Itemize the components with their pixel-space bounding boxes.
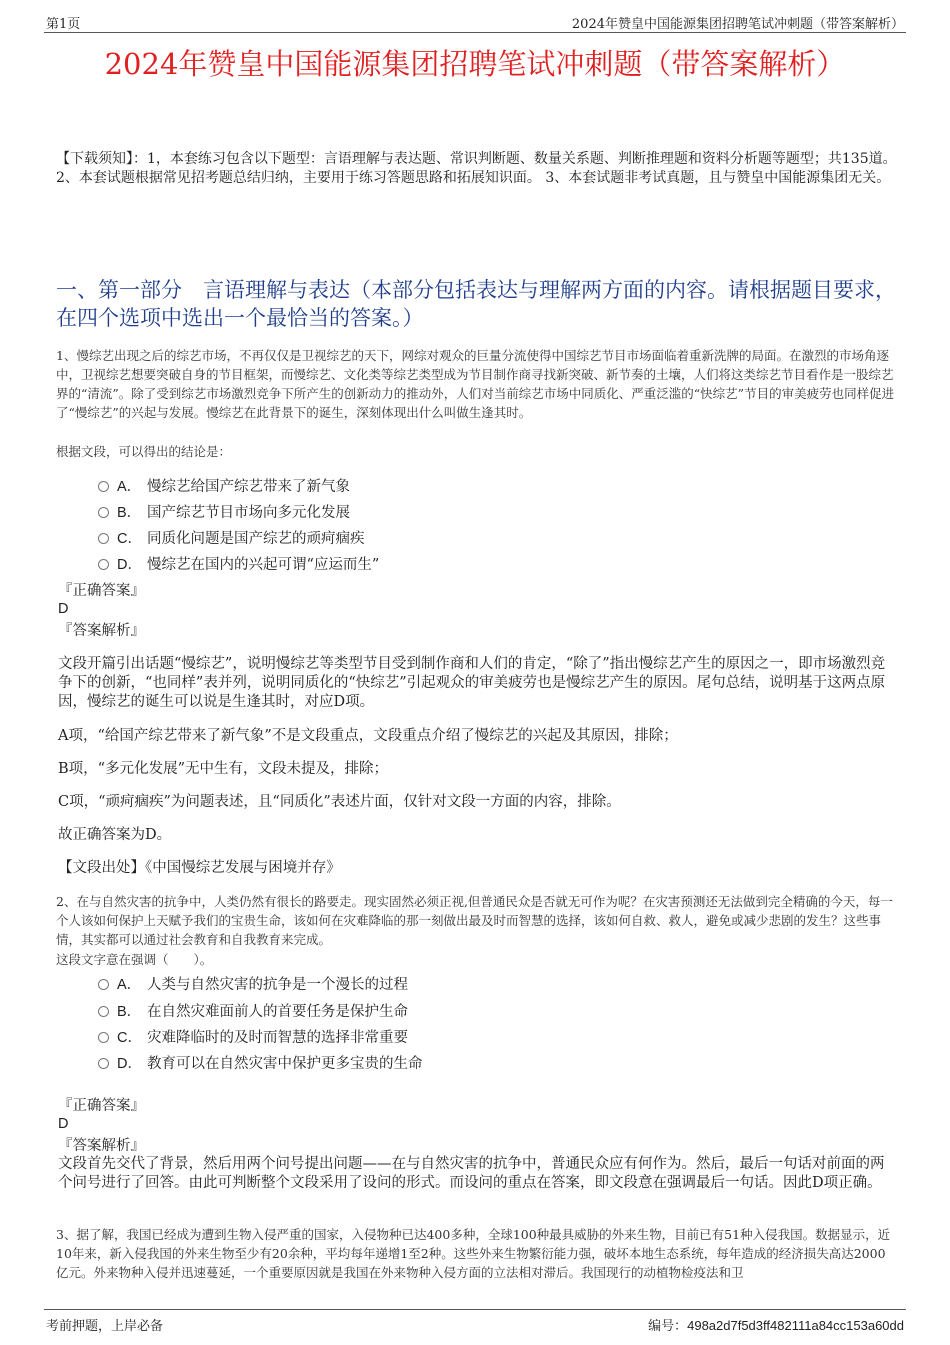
page-number: 第1页 (46, 17, 81, 32)
section-heading: 一、第一部分 言语理解与表达（本部分包括表达与理解两方面的内容。请根据题目要求，在四个选项中选出一个最恰当的答案。） (56, 278, 896, 330)
question-1-answer: D (58, 601, 69, 617)
question-1-option-b[interactable]: B． 国产综艺节目市场向多元化发展 (98, 503, 350, 523)
radio-icon[interactable] (98, 1006, 109, 1017)
footer-slogan: 考前押题，上岸必备 (46, 1319, 164, 1334)
question-1-option-a[interactable]: A． 慢综艺给国产综艺带来了新气象 (98, 477, 350, 497)
radio-icon[interactable] (98, 559, 109, 570)
header-doc-title: 2024年赞皇中国能源集团招聘笔试冲刺题（带答案解析） (571, 17, 904, 32)
question-3-stem: 3、据了解，我国已经成为遭到生物入侵严重的国家，入侵物种已达400多种，全球100种最具威胁的外来生物，目前已有51种入侵我国。数据显示，近10年来，新入侵我国的外来生物至少有20余种，平均每年递增1至2种。这些外来生物繁衍能力强，破坏本地生态系统，每年造成的经济损失高达2000亿元。外来物种入侵并迅速蔓延，一个重要原因就是我国在外来物种入侵方面的立法相对滞后。我国现行的动植物检疫法和卫 (56, 1227, 891, 1280)
question-2-option-c[interactable]: C． 灾难降临时的及时而智慧的选择非常重要 (98, 1028, 408, 1048)
radio-icon[interactable] (98, 481, 109, 492)
page-header (44, 12, 906, 33)
page-footer (44, 1309, 906, 1334)
footer-code-label: 编号： (648, 1319, 688, 1334)
question-2-option-a[interactable]: A． 人类与自然灾害的抗争是一个漫长的过程 (98, 975, 408, 995)
radio-icon[interactable] (98, 533, 109, 544)
radio-icon[interactable] (98, 507, 109, 518)
download-notice: 【下载须知】：1，本套练习包含以下题型：言语理解与表达题、常识判断题、数量关系题、判断推理题和资料分析题等题型；共135道。 2、本套试题根据常见招考题总结归纳，主要用于练习答题思路和拓展知识面。 3、本套试题非考试真题，且与赞皇中国能源集团无关。 (56, 151, 897, 186)
document-title: 2024年赞皇中国能源集团招聘笔试冲刺题（带答案解析） (104, 47, 846, 81)
question-1-option-c[interactable]: C． 同质化问题是国产综艺的顽疴痼疾 (98, 529, 365, 549)
question-1-analysis-conclusion: 故正确答案为D。 (58, 827, 172, 843)
footer-code-value: 498a2d7f5d3ff482111a84cc153a60dd (687, 1318, 904, 1333)
question-2-option-d[interactable]: D． 教育可以在自然灾害中保护更多宝贵的生命 (98, 1054, 423, 1074)
question-2-option-b[interactable]: B． 在自然灾难面前人的首要任务是保护生命 (98, 1002, 408, 1022)
question-2-answer-label: 『正确答案』 (58, 1098, 145, 1114)
question-1-answer-label: 『正确答案』 (58, 583, 145, 599)
radio-icon[interactable] (98, 1058, 109, 1069)
question-1-prompt: 根据文段，可以得出的结论是： (56, 444, 232, 459)
question-1-analysis-main: 文段开篇引出话题“慢综艺”，说明慢综艺等类型节目受到制作商和人们的肯定，“除了”指出慢综艺产生的原因之一，即市场激烈竞争下的创新，“也同样”表并列，说明同质化的“快综艺”引起观众的审美疲劳也是慢综艺产生的原因。尾句总结，说明基于这两点原因，慢综艺的诞生可以说是生逢其时，对应D项。 (58, 656, 886, 710)
question-1-analysis-label: 『答案解析』 (58, 623, 145, 639)
radio-icon[interactable] (98, 979, 109, 990)
question-1-stem: 1、慢综艺出现之后的综艺市场，不再仅仅是卫视综艺的天下，网综对观众的巨量分流使得中国综艺节目市场面临着重新洗牌的局面。在激烈的市场角逐中，卫视综艺想要突破自身的节目框架，而慢综艺、文化类等综艺类型成为节目制作商寻找新突破、新节奏的土壤，人们将这类综艺节目看作是一股综艺界的“清流”。除了受到综艺市场激烈竞争下所产生的创新动力的推动外，人们对当前综艺市场中同质化、严重泛滥的“快综艺”节目的审美疲劳也同样促进了“慢综艺”的兴起与发展。慢综艺在此背景下的诞生，深刻体现出什么叫做生逢其时。 (56, 348, 895, 420)
question-1-option-d[interactable]: D． 慢综艺在国内的兴起可谓“应运而生” (98, 555, 379, 575)
question-1-analysis-a: A项，“给国产综艺带来了新气象”不是文段重点，文段重点介绍了慢综艺的兴起及其原因，排除； (58, 728, 678, 744)
question-1-analysis-c: C项，“顽疴痼疾”为问题表述，且“同质化”表述片面，仅针对文段一方面的内容，排除。 (58, 794, 621, 810)
question-2-prompt: 这段文字意在强调（ ）。 (56, 952, 213, 967)
question-2-stem: 2、在与自然灾害的抗争中，人类仍然有很长的路要走。现实固然必须正视,但普通民众是否就无可作为呢？在灾害预测还无法做到完全精确的今天，每一个人该如何保护上天赋予我们的宝贵生命，该如何在灾难降临的那一刻做出最及时而智慧的选择，该如何自救、救人，避免或减少悲剧的发生？这些事情，其实都可以通过社会教育和自我教育来完成。 (56, 894, 893, 947)
question-2-answer: D (58, 1116, 69, 1132)
footer-code (648, 1315, 904, 1334)
question-1-source: 【文段出处】《中国慢综艺发展与困境并存》 (58, 860, 341, 876)
question-1-analysis-b: B项，“多元化发展”无中生有，文段未提及，排除； (58, 761, 388, 777)
radio-icon[interactable] (98, 1032, 109, 1043)
question-2-analysis: 文段首先交代了背景，然后用两个问号提出问题——在与自然灾害的抗争中，普通民众应有何作为。然后，最后一句话对前面的两个问号进行了回答。由此可判断整个文段采用了设问的形式。而设问的重点在答案，即文段意在强调最后一句话。因此D项正确。 (58, 1156, 885, 1191)
question-2-analysis-label: 『答案解析』 (58, 1138, 145, 1154)
